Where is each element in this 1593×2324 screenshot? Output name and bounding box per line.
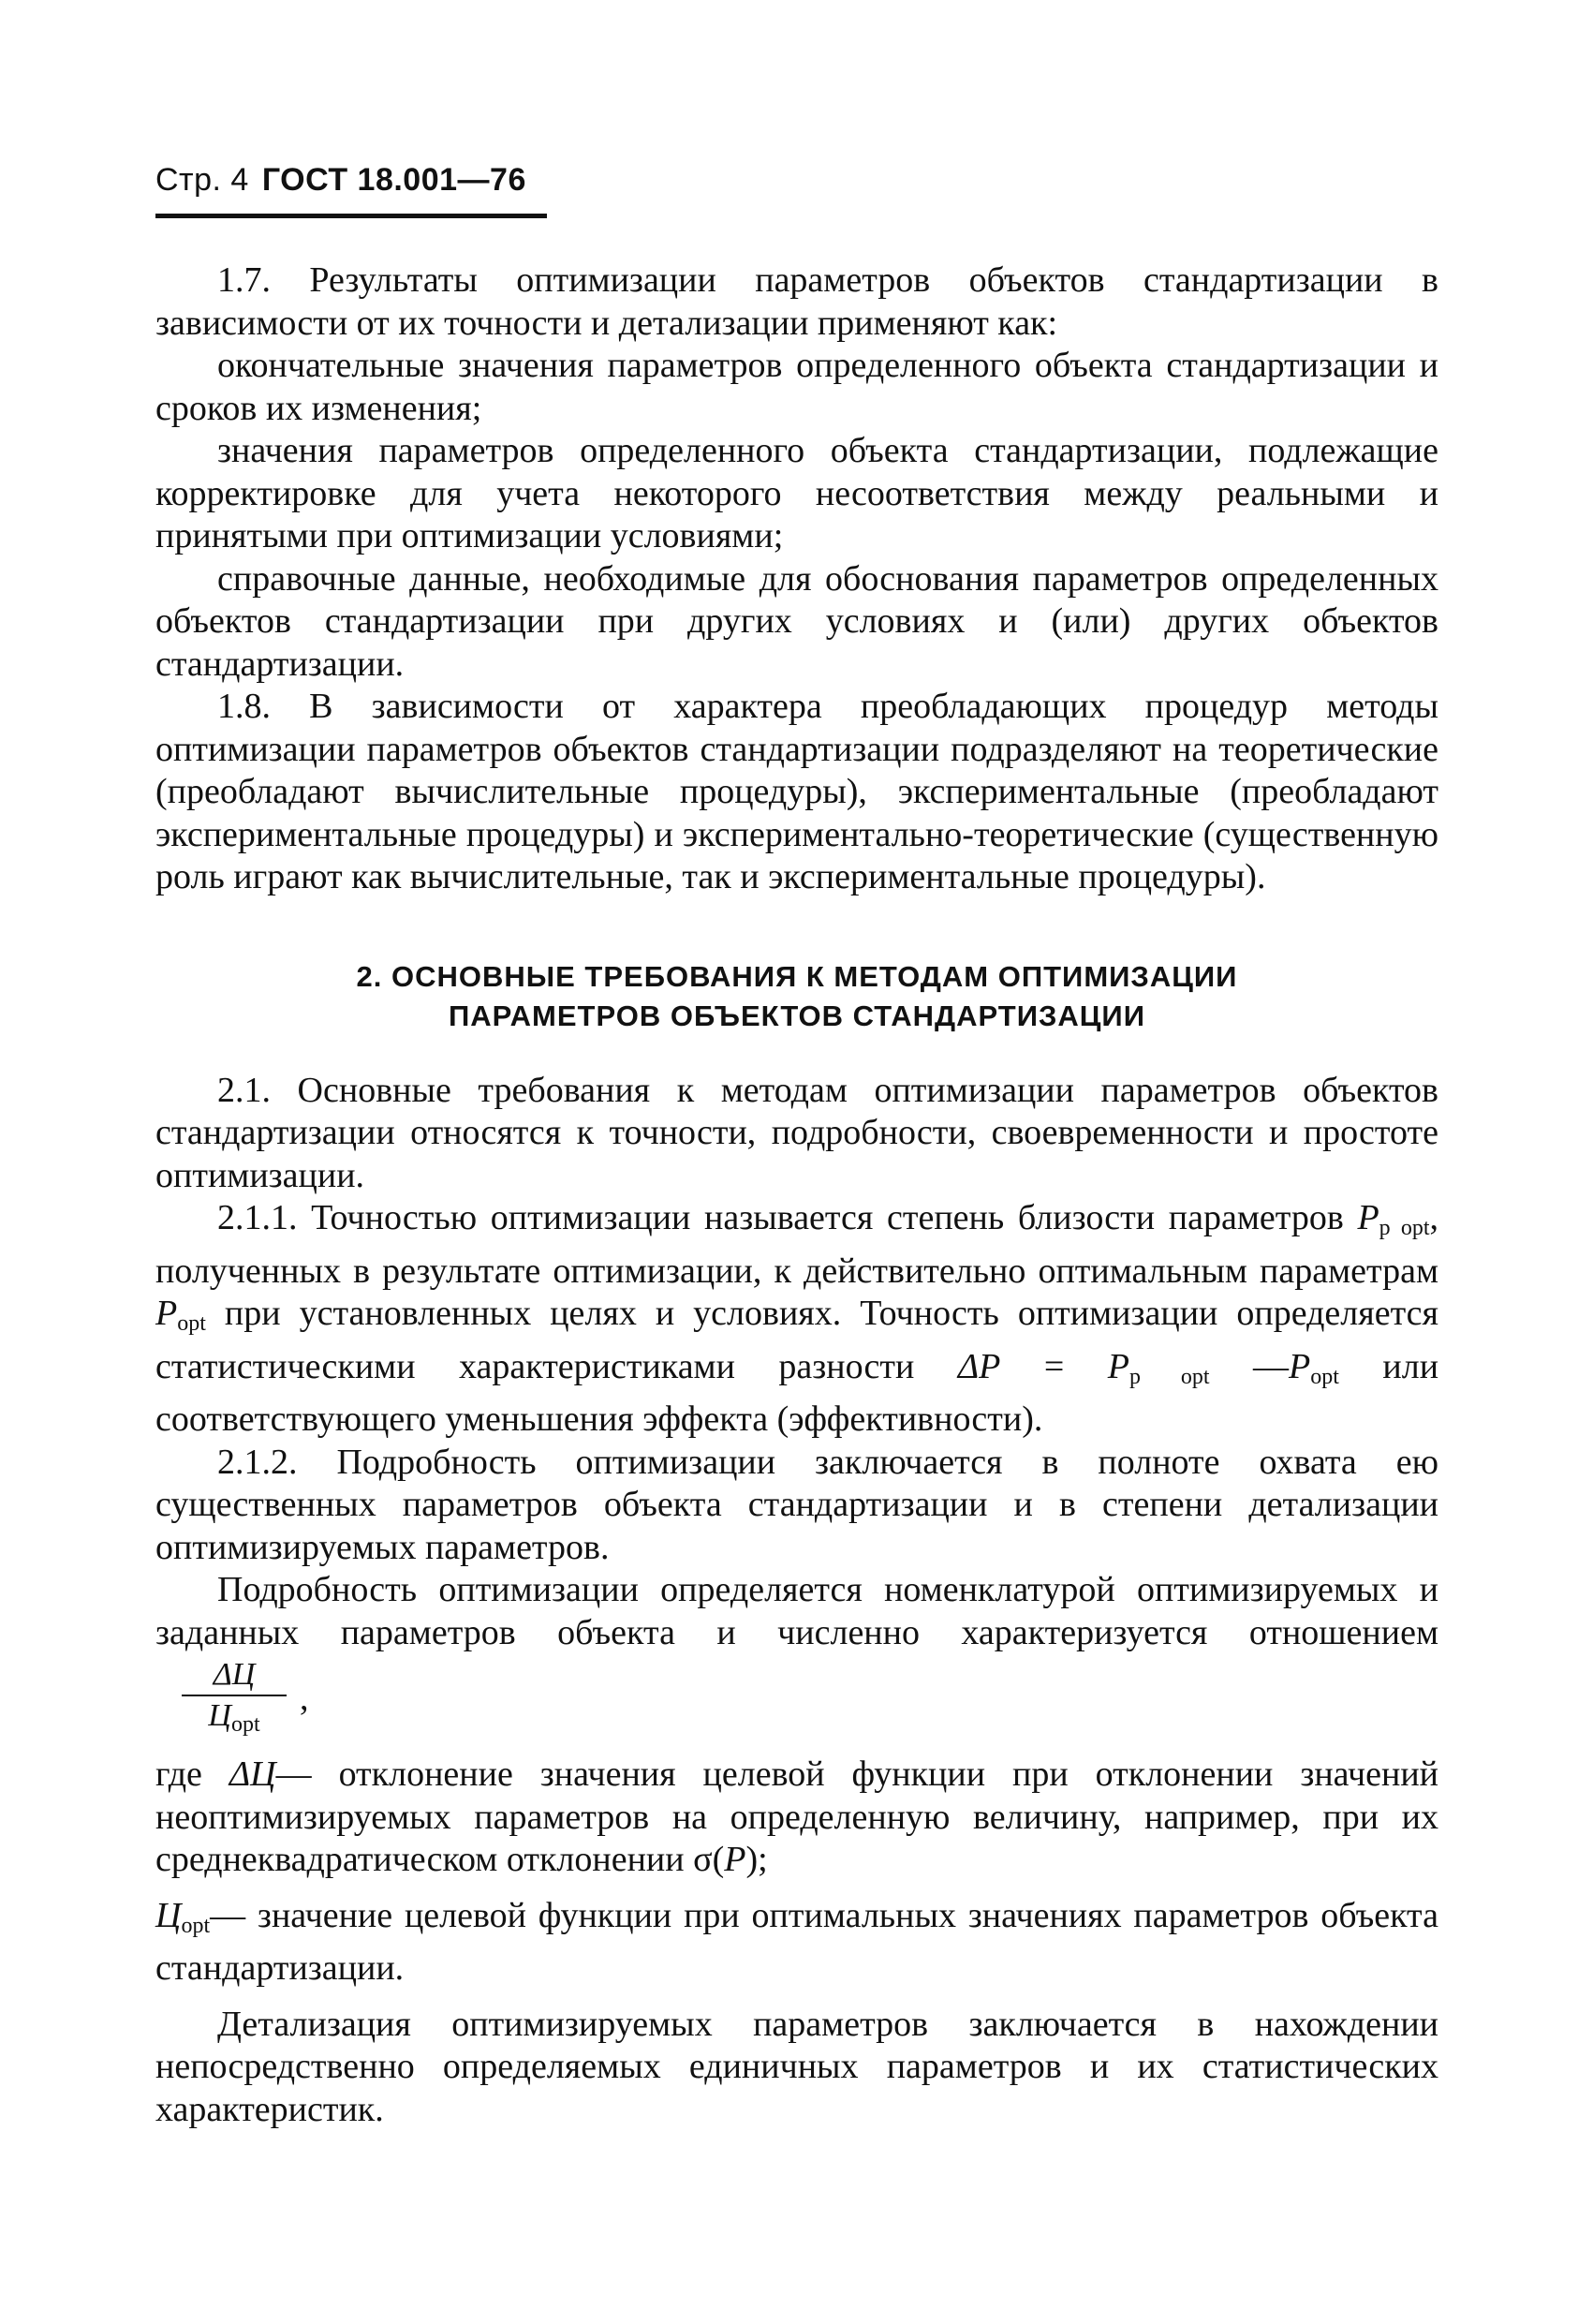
detail-paragraph: Подробность оптимизации определяется номенклатурой оптимизируемых и заданных параметров объекта и численно характеризуется отношением bbox=[155, 1570, 1438, 1652]
section-2-title bbox=[155, 957, 1438, 1036]
symbol-p: P bbox=[724, 1840, 746, 1879]
fraction-bar bbox=[182, 1695, 287, 1696]
clause-2-1-1: 2.1.1. Точностью оптимизации называется степень близости параметров $P_{p opt}$, полученных в результате оптимизации, к действительно оптимальным параметрам $P_{opt}$ при установленных целях и условиях. Точность оптимизации определяется статистическими характеристиками разности $\Delta P = P_{p opt}$ $—P_{opt}$ или соответствующего уменьшения эффекта (эффективности). bbox=[155, 1198, 1439, 1439]
section-2-title-line-1: 2. ОСНОВНЫЕ ТРЕБОВАНИЯ К МЕТОДАМ ОПТИМИЗАЦИИ bbox=[356, 959, 1238, 993]
clause-1-7: 1.7. Результаты оптимизации параметров объектов стандартизации в зависимости от их точности и детализации применяют как: bbox=[155, 260, 1438, 343]
symbol-p: P bbox=[1357, 1198, 1379, 1237]
fraction-comma: , bbox=[300, 1679, 309, 1719]
clause-2-1-2: 2.1.2. Подробность оптимизации заключается в полноте охвата ею существенных параметров объекта стандартизации и в степени детализации оптимизируемых параметров. bbox=[155, 1442, 1438, 1567]
page-number: Стр. 4 bbox=[155, 162, 249, 198]
clause-1-8: 1.8. В зависимости от характера преобладающих процедур методы оптимизации параметров объектов стандартизации подразделяют на теоретические (преобладают вычислительные процедуры), экспериментальные (преобладают экспериментальные процедуры) и экспериментально-теоретические (существенную роль играют как вычислительные, так и экспериментальные процедуры). bbox=[155, 687, 1438, 896]
standard-code: ГОСТ 18.001—76 bbox=[261, 162, 526, 198]
clause-2-1: 2.1. Основные требования к методам оптимизации параметров объектов стандартизации относятся к точности, подробности, своевременности и простоте оптимизации. bbox=[155, 1070, 1438, 1195]
section-2-title-line-2: ПАРАМЕТРОВ ОБЪЕКТОВ СТАНДАРТИЗАЦИИ bbox=[449, 999, 1145, 1032]
fraction-denominator: $Ц_{opt}$ bbox=[208, 1697, 260, 1737]
detail-final-paragraph: Детализация оптимизируемых параметров заключается в нахождении непосредственно определяемых единичных параметров и их статистических характеристик. bbox=[155, 2004, 1438, 2129]
symbol-c: Ц bbox=[155, 1895, 182, 1935]
symbol-delta-c: ΔЦ bbox=[229, 1754, 276, 1794]
where-c-opt: $Ц_{opt}—$ значение целевой функции при оптимальных значениях параметров объекта стандартизации. bbox=[155, 1895, 1438, 1988]
running-header bbox=[155, 161, 526, 199]
symbol-p: P bbox=[1107, 1346, 1129, 1386]
header-rule bbox=[155, 214, 547, 218]
subscript-opt: opt bbox=[181, 1913, 211, 1938]
clause-1-7-item-b: значения параметров определенного объекта стандартизации, подлежащие корректировке для учета некоторого несоответствия между реальными и принятыми при оптимизации условиями; bbox=[155, 431, 1438, 555]
subscript-opt: opt bbox=[177, 1311, 206, 1336]
subscript-p-opt: p opt bbox=[1128, 1364, 1210, 1389]
where-delta-c: где ΔЦ— отклонение значения целевой функции при отклонении значений неоптимизируемых параметров на определенную величину, например, при их среднеквадратическом отклонении σ(P); bbox=[155, 1754, 1438, 1879]
fraction bbox=[182, 1657, 287, 1742]
document-body bbox=[155, 259, 1438, 2131]
subscript-opt: opt bbox=[1310, 1364, 1339, 1389]
symbol-delta-p: ΔP bbox=[957, 1346, 1001, 1386]
symbol-p: P bbox=[1289, 1346, 1311, 1386]
clause-1-7-item-a: окончательные значения параметров определенного объекта стандартизации и сроков их изменения; bbox=[155, 346, 1438, 428]
ratio-formula bbox=[155, 1647, 1438, 1752]
fraction-numerator: ΔЦ bbox=[213, 1656, 256, 1692]
symbol-p: P bbox=[155, 1294, 178, 1333]
subscript-p-opt: p opt bbox=[1379, 1216, 1430, 1240]
clause-1-7-item-c: справочные данные, необходимые для обоснования параметров определенных объектов стандартизации при других условиях и (или) других объектов стандартизации. bbox=[155, 558, 1438, 684]
